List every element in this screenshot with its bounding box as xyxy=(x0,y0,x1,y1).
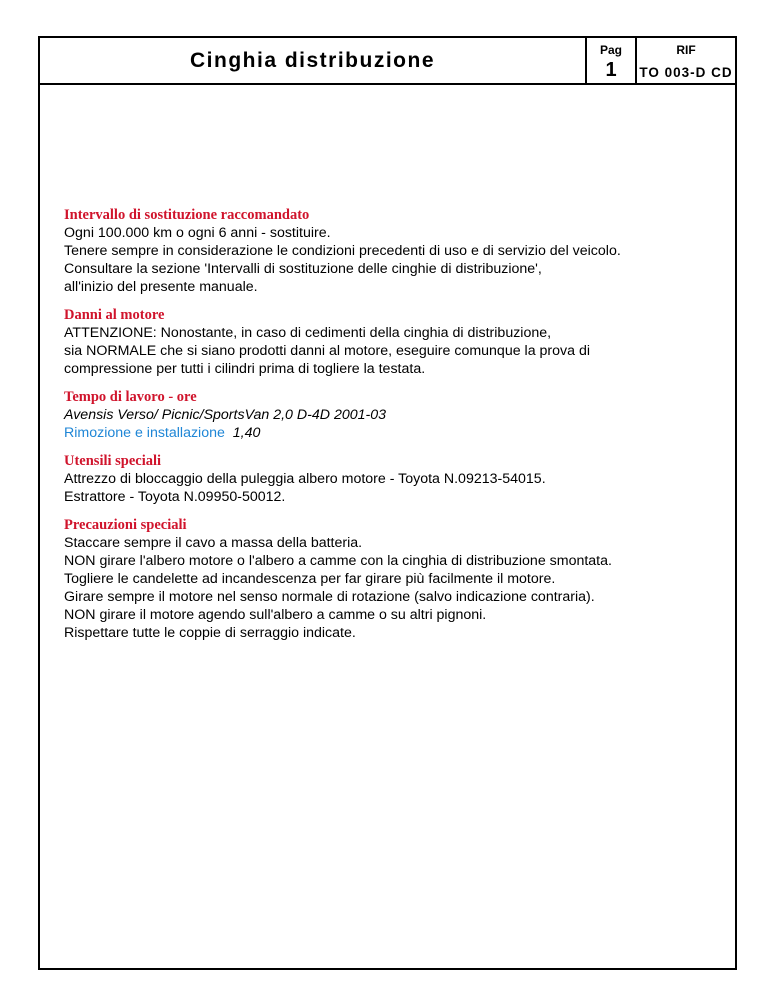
page-number-box xyxy=(585,38,635,83)
text-line: all'inizio del presente manuale. xyxy=(64,279,258,295)
text-line: sia NORMALE che si siano prodotti danni al motore, eseguire comunque la prova di xyxy=(64,343,591,359)
section-replacement-interval xyxy=(64,206,704,296)
header-bar xyxy=(40,38,735,85)
page-number: 1 xyxy=(605,59,617,81)
document-body xyxy=(64,206,704,652)
text-line: Rispettare tutte le coppie di serraggio indicate. xyxy=(64,625,356,641)
text-line: NON girare il motore agendo sull'albero a camme o su altri pignoni. xyxy=(64,607,487,623)
section-heading: Utensili speciali xyxy=(64,453,162,469)
reference-code: TO 003-D CD xyxy=(639,65,733,80)
text-line: Consultare la sezione 'Intervalli di sostituzione delle cinghie di distribuzione', xyxy=(64,261,542,277)
section-heading: Tempo di lavoro - ore xyxy=(64,389,197,405)
reference-box xyxy=(635,38,735,83)
section-special-precautions xyxy=(64,516,704,642)
page-label: Pag xyxy=(599,43,622,57)
section-engine-damage xyxy=(64,306,704,378)
text-line: Estrattore - Toyota N.09950-50012. xyxy=(64,489,286,505)
text-line: Girare sempre il motore nel senso normale di rotazione (salvo indicazione contraria). xyxy=(64,589,595,605)
text-line: NON girare l'albero motore o l'albero a camme con la cinghia di distribuzione smontata. xyxy=(64,553,612,569)
task-hours: 1,40 xyxy=(232,425,261,441)
text-line: Togliere le candelette ad incandescenza per far girare più facilmente il motore. xyxy=(64,571,556,587)
vehicle-model: Avensis Verso/ Picnic/SportsVan 2,0 D-4D 2001-03 xyxy=(64,407,387,423)
section-special-tools xyxy=(64,452,704,506)
text-line: ATTENZIONE: Nonostante, in caso di cedimenti della cinghia di distribuzione, xyxy=(64,325,552,341)
reference-label: RIF xyxy=(676,43,696,57)
labour-row xyxy=(64,424,704,442)
section-labour-time xyxy=(64,388,704,442)
section-heading: Precauzioni speciali xyxy=(64,517,187,533)
task-label: Rimozione e installazione xyxy=(64,425,225,441)
text-line: Staccare sempre il cavo a massa della batteria. xyxy=(64,535,363,551)
section-heading: Intervallo di sostituzione raccomandato xyxy=(64,207,310,223)
page-title: Cinghia distribuzione xyxy=(190,48,435,72)
text-line: Attrezzo di bloccaggio della puleggia albero motore - Toyota N.09213-54015. xyxy=(64,471,546,487)
text-line: Ogni 100.000 km o ogni 6 anni - sostituire. xyxy=(64,225,331,241)
text-line: compressione per tutti i cilindri prima di togliere la testata. xyxy=(64,361,426,377)
text-line: Tenere sempre in considerazione le condizioni precedenti di uso e di servizio del veicolo. xyxy=(64,243,621,259)
section-heading: Danni al motore xyxy=(64,307,165,323)
